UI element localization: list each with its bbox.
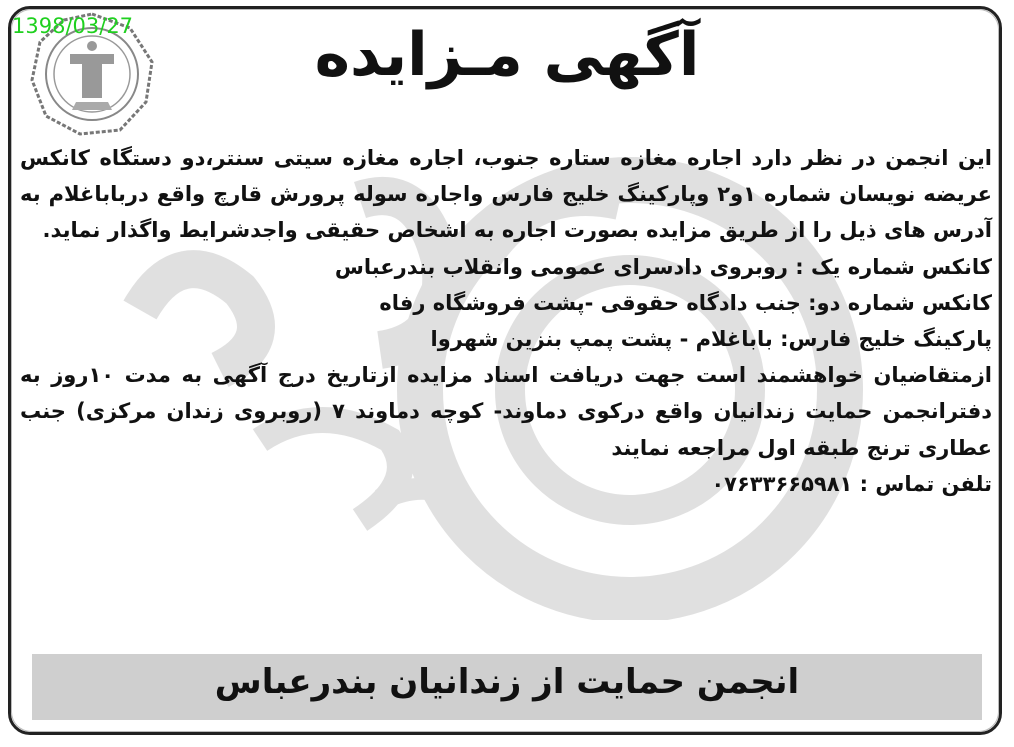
notice-body	[20, 140, 992, 502]
intro-paragraph: این انجمن در نظر دارد اجاره مغازه ستاره جنوب، اجاره مغازه سیتی سنتر،دو دستگاه کانکس عریضه نویسان شماره ۱و۲ وپارکینگ خلیج فارس واجاره سوله پرورش قارچ واقع درباباغلام به آدرس های ذیل را از طریق مزایده بصورت اجاره به اشخاص حقیقی واجدشرایط واگذار نماید.	[20, 146, 992, 243]
item-value: روبروی دادسرای عمومی وانقلاب بندرعباس	[334, 254, 796, 279]
item-value: جنب دادگاه حقوقی -پشت فروشگاه رفاه	[379, 290, 809, 315]
footer-bar	[32, 654, 982, 720]
closing-paragraph: ازمتقاضیان خواهشمند است جهت دریافت اسناد مزایده ازتاریخ درج آگهی به مدت ۱۰روز به دفترانجمن حمایت زندانیان واقع درکوی دماوند- کوچه دماوند ۷ (روبروی زندان مرکزی) جنب عطاری ترنج طبقه اول مراجعه نمایند	[20, 363, 992, 460]
phone-line	[20, 466, 992, 502]
item-value: باباغلام - پشت پمپ بنزین شهروا	[430, 327, 781, 352]
phone-label: تلفن تماس :	[859, 471, 992, 496]
item-line	[20, 321, 992, 357]
item-line	[20, 249, 992, 285]
footer-organization-name: انجمن حمایت از زندانیان بندرعباس	[214, 662, 800, 702]
item-line	[20, 285, 992, 321]
item-label: کانکس شماره یک :	[795, 254, 992, 279]
notice-title: آگهی مـزایده	[314, 20, 700, 90]
item-label: پارکینگ خلیج فارس:	[780, 327, 992, 352]
date-stamp: 1398/03/27	[12, 14, 134, 38]
phone-number: ۰۷۶۳۳۶۶۵۹۸۱	[711, 471, 853, 496]
item-label: کانکس شماره دو:	[808, 290, 992, 315]
